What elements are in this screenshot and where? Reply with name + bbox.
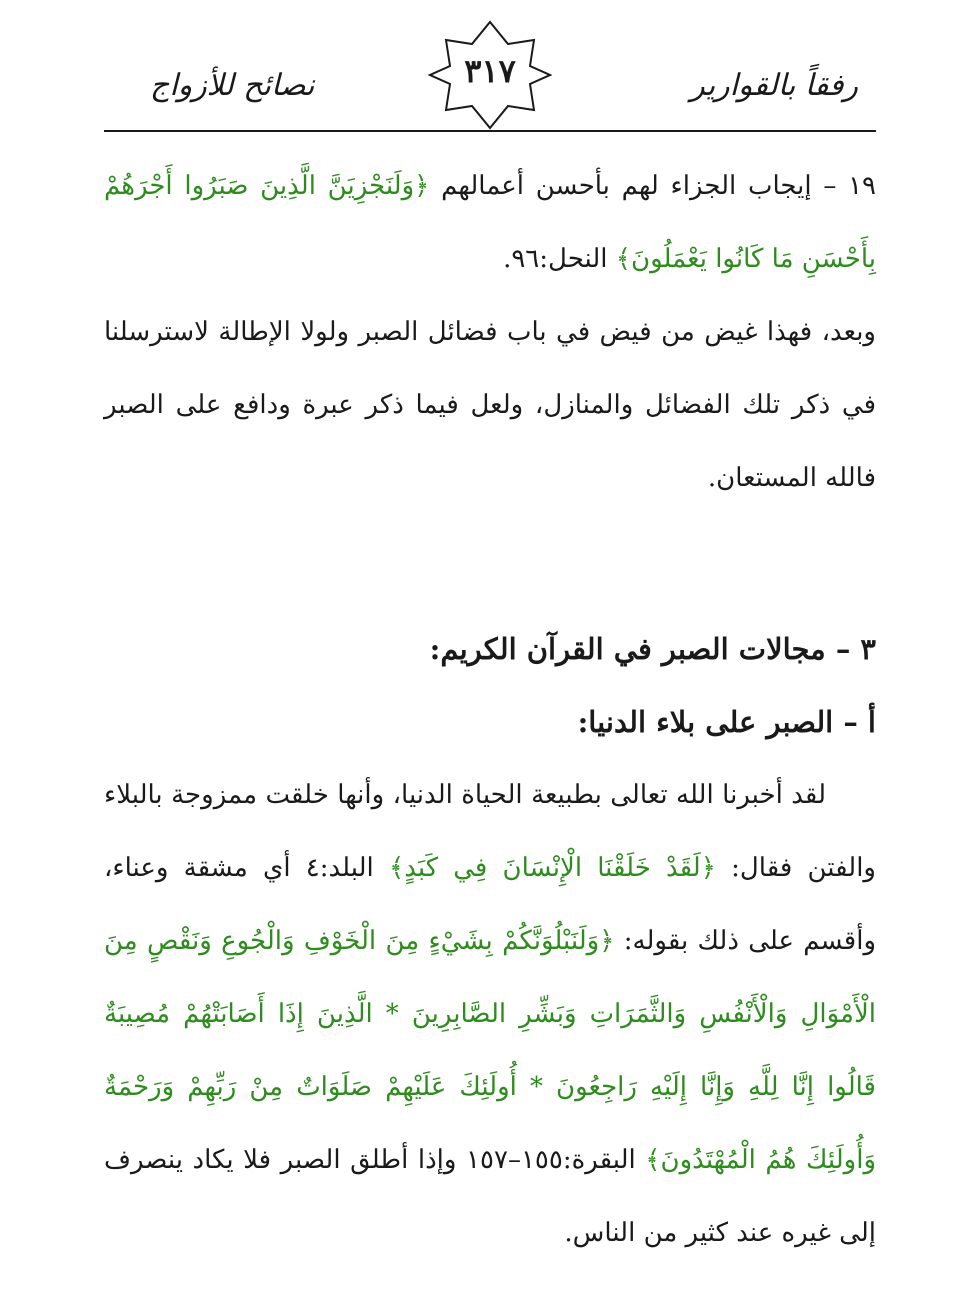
header-divider bbox=[104, 130, 876, 132]
intro-text: لقد أخبرنا الله تعالى بطبيعة الحياة الدنيا، وأنها خلقت ممزوجة بالبلاء والفتن فقال: bbox=[104, 780, 876, 883]
closing-paragraph: وبعد، فهذا غيض من فيض في باب فضائل الصبر ولولا الإطالة لاسترسلنا في ذكر تلك الفضائل والمنازل، ولعل فيما ذكر عبرة ودافع على الصبر فالله المستعان. bbox=[104, 317, 876, 493]
item-19-text: ١٩ – إيجاب الجزاء لهم بأحسن أعمالهم bbox=[441, 171, 876, 201]
quran-verse: ﴿وَلَنَبْلُوَنَّكُمْ بِشَيْءٍ مِنَ الْخَوْفِ وَالْجُوعِ وَنَقْصٍ مِنَ الْأَمْوَالِ وَالْأَنْفُسِ وَالثَّمَرَاتِ وَبَشِّرِ الصَّابِرِينَ * الَّذِينَ إِذَا أَصَابَتْهُمْ مُصِيبَةٌ قَالُوا إِنَّا لِلَّهِ وَإِنَّا إِلَيْهِ رَاجِعُونَ * أُولَئِكَ عَلَيْهِمْ صَلَوَاتٌ مِنْ رَبِّهِمْ وَرَحْمَةٌ وَأُولَئِكَ هُمُ الْمُهْتَدُونَ﴾ bbox=[104, 926, 876, 1175]
chapter-title: نصائح للأزواج bbox=[150, 68, 315, 103]
section-spacer bbox=[104, 515, 876, 613]
quran-verse: ﴿وَلَنَجْزِيَنَّ الَّذِينَ صَبَرُوا أَجْرَهُمْ بِأَحْسَنِ مَا كَانُوا يَعْمَلُونَ﴾ bbox=[104, 171, 876, 274]
book-title: رفقاً بالقوارير bbox=[690, 68, 858, 103]
item-19-paragraph bbox=[104, 150, 876, 296]
verse-reference: البقرة:١٥٥–١٥٧ وإذا أطلق الصبر فلا يكاد ينصرف إلى غيره عند كثير من الناس. bbox=[104, 1145, 876, 1248]
page-number: ٣١٧ bbox=[464, 52, 516, 90]
verse-reference: النحل:٩٦. bbox=[503, 244, 608, 274]
verse-reference: البلد:٤ أي مشقة وعناء، وأقسم على ذلك بقوله: bbox=[104, 853, 877, 956]
quran-verse: ﴿لَقَدْ خَلَقْنَا الْإِنْسَانَ فِي كَبَدٍ﴾ bbox=[388, 853, 716, 883]
page-body bbox=[104, 150, 876, 1270]
sub-heading: أ – الصبر على بلاء الدنيا: bbox=[577, 705, 876, 739]
body-paragraph bbox=[104, 759, 876, 1270]
section-heading: ٣ – مجالات الصبر في القرآن الكريم: bbox=[429, 632, 876, 666]
